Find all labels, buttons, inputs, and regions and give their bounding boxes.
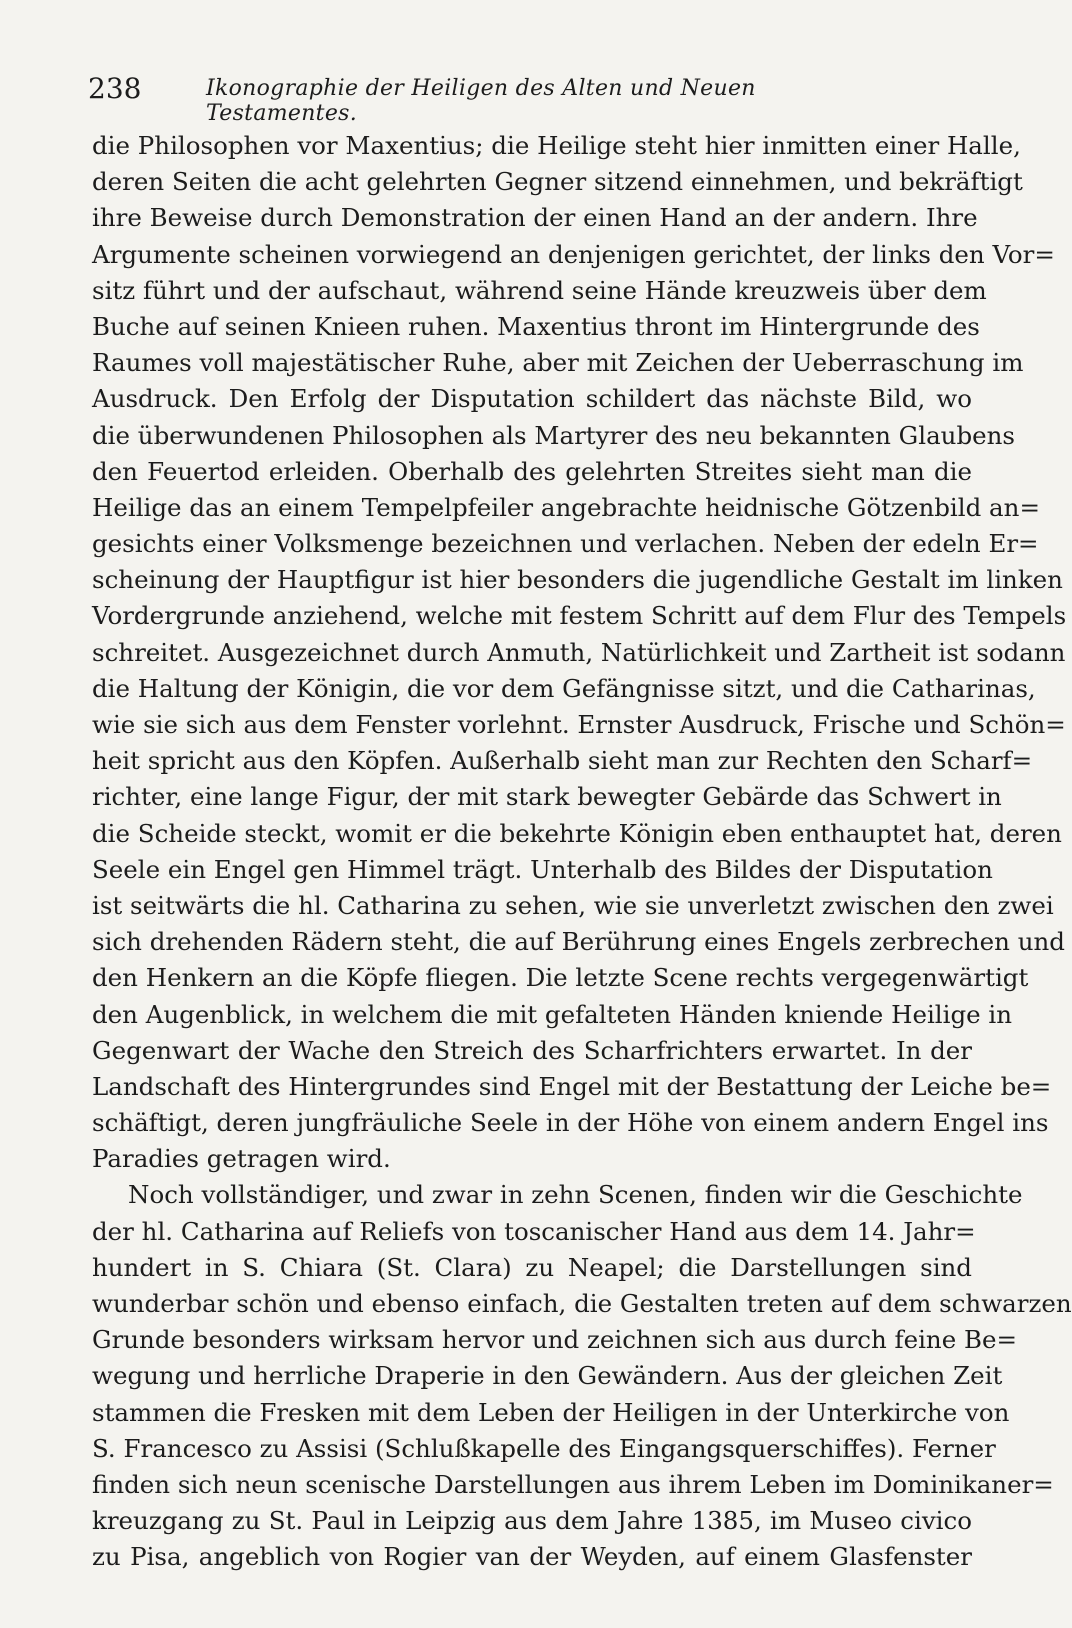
- text-line: die Haltung der Königin, die vor dem Gefängnisse sitzt, und die Catharinas,: [92, 673, 1036, 703]
- text-line: schäftigt, deren jungfräuliche Seele in der Höhe von einem andern Engel ins: [92, 1108, 1049, 1138]
- page-header: [88, 72, 888, 126]
- text-line: der hl. Catharina auf Reliefs von toscanischer Hand aus dem 14. Jahr=: [92, 1216, 976, 1246]
- text-line: sitz führt und der aufschaut, während seine Hände kreuzweis über dem: [92, 275, 987, 305]
- text-line: Grunde besonders wirksam hervor und zeichnen sich aus durch feine Be=: [92, 1325, 1018, 1355]
- text-line: Ausdruck. Den Erfolg der Disputation schildert das nächste Bild, wo: [92, 384, 972, 414]
- text-line: finden sich neun scenische Darstellungen aus ihrem Leben im Dominikaner=: [92, 1469, 1054, 1499]
- text-line: schreitet. Ausgezeichnet durch Anmuth, Natürlichkeit und Zartheit ist sodann: [92, 637, 1066, 667]
- text-line: ihre Beweise durch Demonstration der einen Hand an der andern. Ihre: [92, 203, 978, 233]
- text-line: wunderbar schön und ebenso einfach, die Gestalten treten auf dem schwarzen: [92, 1289, 1072, 1318]
- text-line: deren Seiten die acht gelehrten Gegner sitzend einnehmen, und bekräftigt: [92, 167, 1023, 197]
- text-line: S. Francesco zu Assisi (Schlußkapelle des Eingangsquerschiffes). Ferner: [92, 1433, 996, 1463]
- page-number: 238: [88, 72, 142, 105]
- text-line: den Augenblick, in welchem die mit gefalteten Händen kniende Heilige in: [92, 999, 1013, 1029]
- text-line: richter, eine lange Figur, der mit stark bewegter Gebärde das Schwert in: [92, 782, 1002, 812]
- text-line: gesichts einer Volksmenge bezeichnen und verlachen. Neben der edeln Er=: [92, 529, 1039, 559]
- text-line: Gegenwart der Wache den Streich des Scharfrichters erwartet. In der: [92, 1035, 972, 1065]
- text-line: die Scheide steckt, womit er die bekehrte Königin eben enthauptet hat, deren: [92, 818, 1062, 848]
- text-line: wegung und herrliche Draperie in den Gewändern. Aus der gleichen Zeit: [92, 1361, 1003, 1391]
- running-title: Ikonographie der Heiligen des Alten und Neuen Testamentes.: [206, 76, 756, 126]
- text-line: Seele ein Engel gen Himmel trägt. Unterhalb des Bildes der Disputation: [92, 854, 993, 884]
- text-line: kreuzgang zu St. Paul in Leipzig aus dem Jahre 1385, im Museo civico: [92, 1506, 972, 1536]
- text-line: sich drehenden Rädern steht, die auf Berührung eines Engels zerbrechen und: [92, 927, 1065, 957]
- body-text: [92, 128, 1072, 1576]
- text-line: Raumes voll majestätischer Ruhe, aber mit Zeichen der Ueberraschung im: [92, 348, 1024, 378]
- text-line: Heilige das an einem Tempelpfeiler angebrachte heidnische Götzenbild an=: [92, 492, 1040, 522]
- paragraph-start-line: Noch vollständiger, und zwar in zehn Scenen, finden wir die Geschichte: [128, 1180, 1023, 1210]
- text-line: Vordergrunde anziehend, welche mit festem Schritt auf dem Flur des Tempels: [92, 601, 1067, 631]
- text-line: die überwundenen Philosophen als Martyrer des neu bekannten Glaubens: [92, 420, 1015, 450]
- text-line: den Feuertod erleiden. Oberhalb des gelehrten Streites sieht man die: [92, 456, 972, 486]
- text-line: Landschaft des Hintergrundes sind Engel mit der Bestattung der Leiche be=: [92, 1071, 1052, 1101]
- text-line: heit spricht aus den Köpfen. Außerhalb sieht man zur Rechten den Scharf=: [92, 746, 1033, 776]
- paragraph-end-line: Paradies getragen wird.: [92, 1144, 391, 1174]
- text-line: ist seitwärts die hl. Catharina zu sehen, wie sie unverletzt zwischen den zwei: [92, 890, 1054, 920]
- text-line: hundert in S. Chiara (St. Clara) zu Neapel; die Darstellungen sind: [92, 1252, 972, 1282]
- text-line: wie sie sich aus dem Fenster vorlehnt. Ernster Ausdruck, Frische und Schön=: [92, 710, 1066, 739]
- text-line: zu Pisa, angeblich von Rogier van der Weyden, auf einem Glasfenster: [92, 1542, 972, 1572]
- text-line: Buche auf seinen Knieen ruhen. Maxentius thront im Hintergrunde des: [92, 311, 980, 341]
- text-line: die Philosophen vor Maxentius; die Heilige steht hier inmitten einer Halle,: [92, 131, 1021, 160]
- text-line: den Henkern an die Köpfe fliegen. Die letzte Scene rechts vergegenwärtigt: [92, 963, 1029, 993]
- text-line: Argumente scheinen vorwiegend an denjenigen gerichtet, der links den Vor=: [92, 239, 1055, 269]
- text-line: scheinung der Hauptfigur ist hier besonders die jugendliche Gestalt im linken: [92, 565, 1063, 595]
- text-line: stammen die Fresken mit dem Leben der Heiligen in der Unterkirche von: [92, 1397, 1010, 1427]
